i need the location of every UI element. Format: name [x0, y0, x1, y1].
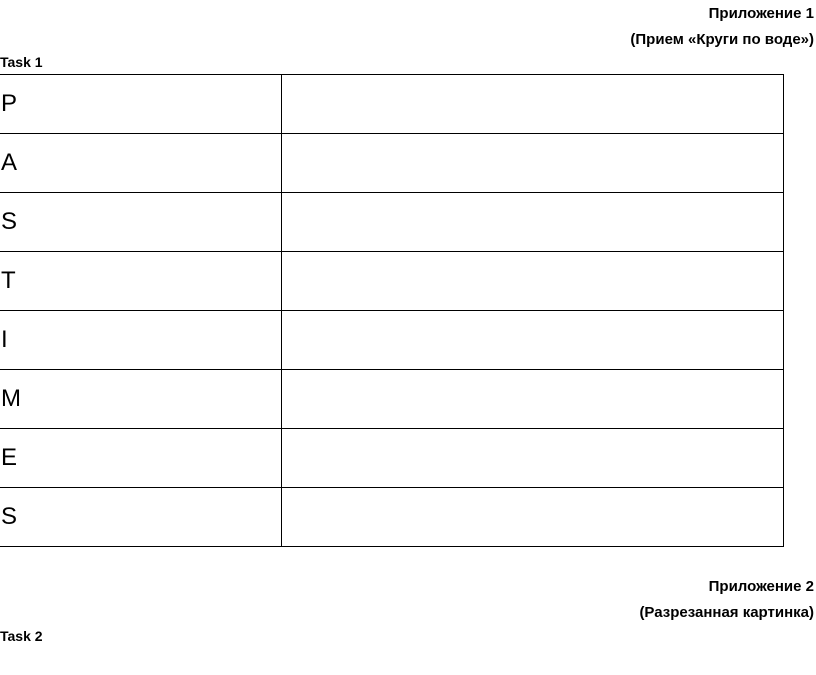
- table-row: [1, 429, 784, 488]
- letter-text: T: [1, 267, 16, 294]
- task-1-label: Task 1: [0, 54, 43, 70]
- table-row: [1, 370, 784, 429]
- appendix-2-subtitle: (Разрезанная картинка): [639, 604, 814, 621]
- table-row: [1, 193, 784, 252]
- answer-cell[interactable]: [282, 311, 784, 370]
- appendix-1-subtitle: (Прием «Круги по воде»): [630, 31, 814, 48]
- table-row: [1, 134, 784, 193]
- appendix-2-title: Приложение 2: [708, 578, 814, 595]
- answer-cell[interactable]: [282, 370, 784, 429]
- letter-cell: [1, 193, 282, 252]
- task-2-label: Task 2: [0, 628, 43, 644]
- letter-text: M: [1, 385, 21, 412]
- letter-text: S: [1, 503, 18, 530]
- appendix-1-title: Приложение 1: [708, 5, 814, 22]
- answer-cell[interactable]: [282, 488, 784, 547]
- letter-text: E: [1, 444, 18, 471]
- answer-cell[interactable]: [282, 134, 784, 193]
- table-row: [1, 75, 784, 134]
- letter-text: I: [1, 326, 8, 353]
- table-row: [1, 311, 784, 370]
- answer-cell[interactable]: [282, 252, 784, 311]
- letter-cell: [1, 134, 282, 193]
- acrostic-table: [0, 74, 784, 547]
- table-row: [1, 488, 784, 547]
- letter-cell: [1, 429, 282, 488]
- answer-cell[interactable]: [282, 429, 784, 488]
- letter-cell: [1, 370, 282, 429]
- letter-cell: [1, 311, 282, 370]
- table-row: [1, 252, 784, 311]
- letter-text: A: [1, 149, 18, 176]
- letter-text: S: [1, 208, 18, 235]
- letter-text: P: [1, 90, 18, 117]
- letter-cell: [1, 75, 282, 134]
- answer-cell[interactable]: [282, 193, 784, 252]
- answer-cell[interactable]: [282, 75, 784, 134]
- letter-cell: [1, 488, 282, 547]
- letter-cell: [1, 252, 282, 311]
